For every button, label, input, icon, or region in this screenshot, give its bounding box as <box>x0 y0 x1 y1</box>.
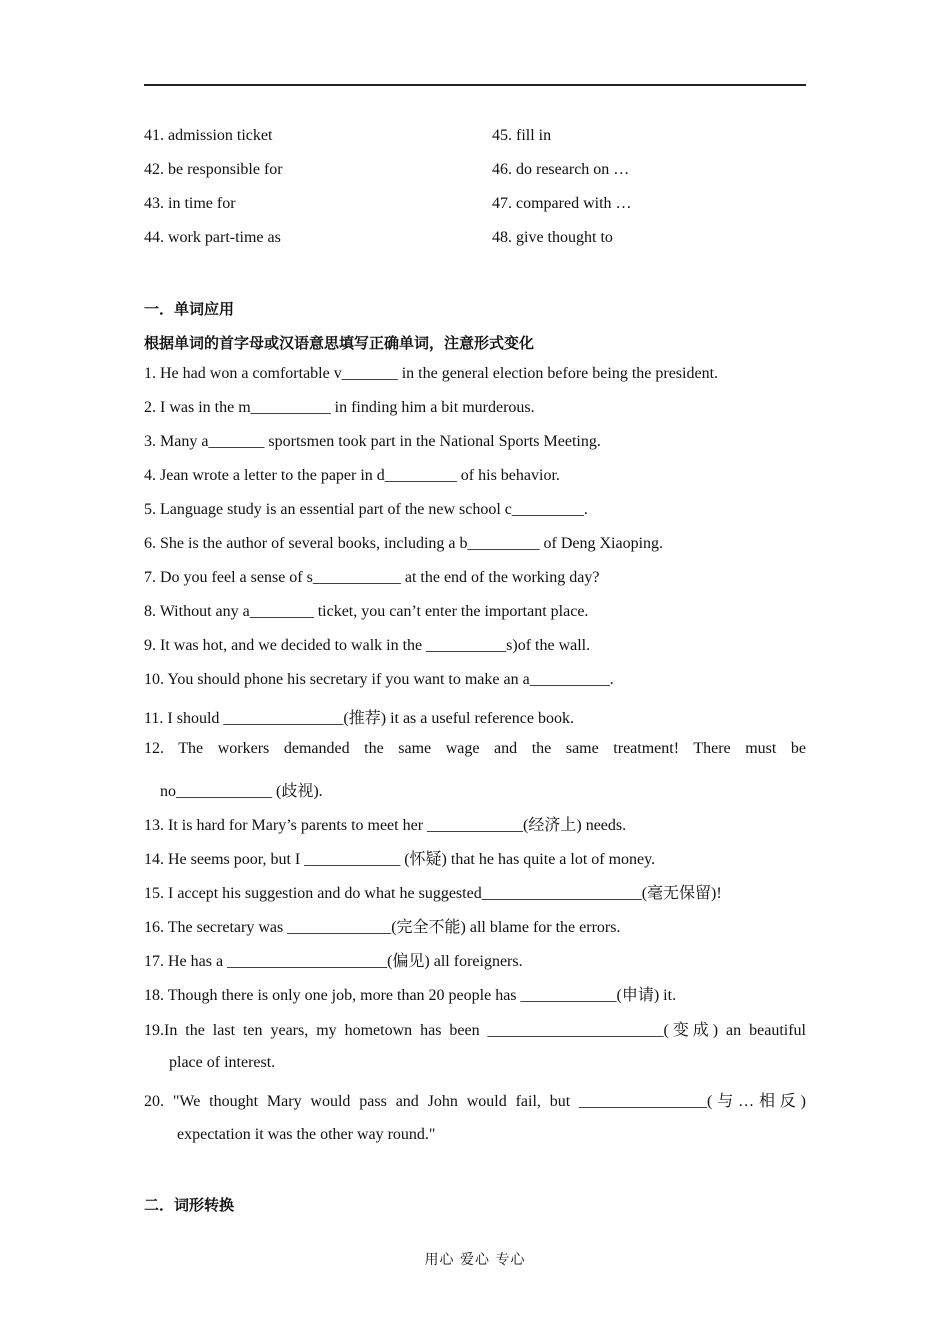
question-item: 12. The workers demanded the same wage and the same treatment! There must be <box>144 740 806 757</box>
phrase-item: 45. fill in <box>492 127 552 144</box>
question-continuation: no____________ (歧视). <box>160 783 323 800</box>
phrase-item: 41. admission ticket <box>144 127 273 144</box>
section-instruction: 根据单词的首字母或汉语意思填写正确单词，注意形式变化 <box>144 334 535 352</box>
question-item: 17. He has a ____________________(偏见) all foreigners. <box>144 953 523 970</box>
section-heading-word-forms: 二．词形转换 <box>144 1196 235 1214</box>
question-item: 11. I should _______________(推荐) it as a useful reference book. <box>144 710 574 727</box>
question-item: 19.In the last ten years, my hometown has been ______________________(变成) an beautiful <box>144 1022 806 1039</box>
question-item: 8. Without any a________ ticket, you can’t enter the important place. <box>144 603 589 620</box>
phrase-item: 42. be responsible for <box>144 161 283 178</box>
question-item: 5. Language study is an essential part of the new school c_________. <box>144 501 588 518</box>
phrase-item: 47. compared with … <box>492 195 632 212</box>
question-item: 20. "We thought Mary would pass and John would fail, but ________________(与…相反) <box>144 1093 806 1110</box>
question-item: 9. It was hot, and we decided to walk in the __________s)of the wall. <box>144 637 591 654</box>
phrase-item: 48. give thought to <box>492 229 613 246</box>
question-item: 15. I accept his suggestion and do what he suggested____________________(毫无保留)! <box>144 885 722 902</box>
question-item: 3. Many a_______ sportsmen took part in the National Sports Meeting. <box>144 433 601 450</box>
header-rule <box>144 84 806 86</box>
question-item: 10. You should phone his secretary if you want to make an a__________. <box>144 671 614 688</box>
question-item: 2. I was in the m__________ in finding him a bit murderous. <box>144 399 535 416</box>
question-continuation: place of interest. <box>169 1054 276 1071</box>
phrase-item: 46. do research on … <box>492 161 630 178</box>
page-footer: 用心 爱心 专心 <box>424 1252 526 1268</box>
question-item: 7. Do you feel a sense of s___________ at the end of the working day? <box>144 569 600 586</box>
phrase-item: 44. work part-time as <box>144 229 281 246</box>
question-continuation: expectation it was the other way round." <box>177 1126 436 1143</box>
question-item: 16. The secretary was _____________(完全不能) all blame for the errors. <box>144 919 621 936</box>
question-item: 1. He had won a comfortable v_______ in the general election before being the president. <box>144 365 719 382</box>
question-item: 18. Though there is only one job, more than 20 people has ____________(申请) it. <box>144 987 677 1004</box>
question-item: 6. She is the author of several books, including a b_________ of Deng Xiaoping. <box>144 535 664 552</box>
section-heading-word-use: 一．单词应用 <box>144 300 235 318</box>
question-item: 4. Jean wrote a letter to the paper in d_________ of his behavior. <box>144 467 560 484</box>
phrase-item: 43. in time for <box>144 195 236 212</box>
question-item: 14. He seems poor, but I ____________ (怀疑) that he has quite a lot of money. <box>144 851 656 868</box>
question-item: 13. It is hard for Mary’s parents to meet her ____________(经济上) needs. <box>144 817 627 834</box>
